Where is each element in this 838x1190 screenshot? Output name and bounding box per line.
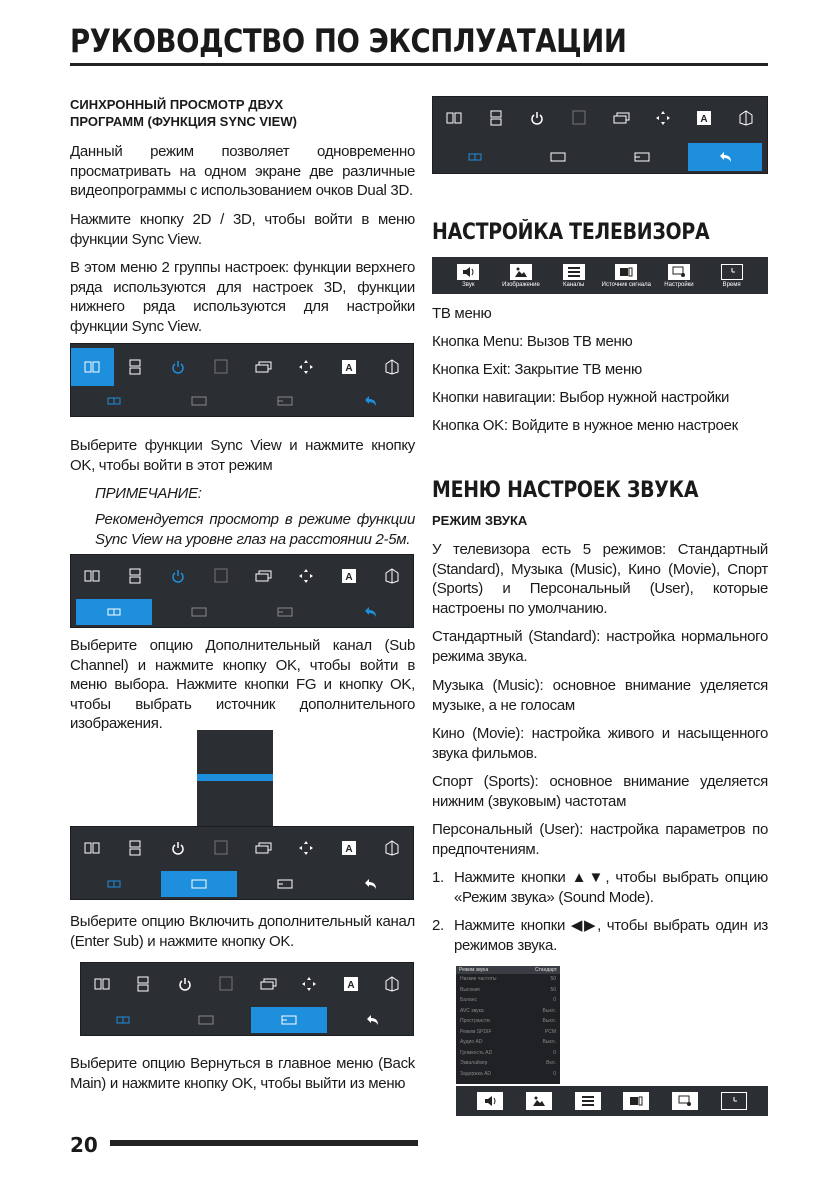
enter-sub-icon[interactable] xyxy=(242,871,328,897)
settings-icon xyxy=(672,1092,698,1110)
paragraph: Нажмите кнопку 2D / 3D, чтобы войти в меню функции Sync View. xyxy=(70,211,415,248)
top-bottom-icon[interactable] xyxy=(114,348,157,386)
heading-line: ПРОГРАММ (ФУНКЦИЯ SYNC VIEW) xyxy=(70,114,297,129)
step-text: Нажмите кнопки ◀▶, чтобы выбрать один из режимов звука. xyxy=(454,917,768,954)
sync-view-menu-3 xyxy=(70,826,414,900)
square-icon[interactable] xyxy=(199,348,242,386)
depth-icon[interactable] xyxy=(370,831,413,865)
menu-row-3d xyxy=(71,831,413,865)
menu-item-channels[interactable] xyxy=(550,257,598,294)
square-icon[interactable] xyxy=(199,831,242,865)
menu-item-settings[interactable] xyxy=(655,257,703,294)
sub-channel-icon[interactable] xyxy=(157,599,243,625)
setting-value: 0 xyxy=(553,997,556,1004)
layers-icon[interactable] xyxy=(600,101,642,135)
heading-tv-settings: НАСТРОЙКА ТЕЛЕВИЗОРА xyxy=(432,220,710,245)
menu-item-picture[interactable] xyxy=(497,257,545,294)
auto-3d-icon[interactable] xyxy=(684,101,726,135)
sound-setting-row[interactable] xyxy=(456,1058,560,1069)
menu-row-3d xyxy=(433,101,767,135)
setting-label: Пространств. xyxy=(460,1018,492,1025)
top-bottom-icon[interactable] xyxy=(123,967,165,1001)
source-icon xyxy=(615,264,637,280)
menu-row-sync xyxy=(81,1007,413,1033)
auto-3d-icon[interactable] xyxy=(328,559,371,593)
sync-view-menu-2 xyxy=(70,554,414,628)
clock-icon xyxy=(721,264,743,280)
tv-line: Кнопка Exit: Закрытие ТВ меню xyxy=(432,361,642,378)
square-icon[interactable] xyxy=(558,101,600,135)
menu-label: Время xyxy=(722,281,741,288)
step-number: 1. xyxy=(432,869,444,886)
paragraph: Выберите функции Sync View и нажмите кнопку OK, чтобы войти в этот режим xyxy=(70,437,415,474)
setting-label: Низкие частоты xyxy=(460,976,497,983)
sound-setting-row[interactable] xyxy=(456,1016,560,1027)
top-bottom-icon[interactable] xyxy=(114,831,157,865)
tv-line: ТВ меню xyxy=(432,305,492,322)
side-by-side-icon[interactable] xyxy=(71,559,114,593)
sound-setting-row[interactable] xyxy=(456,985,560,996)
menu-row-sync xyxy=(433,143,767,171)
setting-value: 50 xyxy=(550,976,556,983)
layers-icon[interactable] xyxy=(247,967,289,1001)
sync-view-icon[interactable] xyxy=(76,599,152,625)
paragraph: В этом меню 2 группы настроек: функции верхнего ряда используются для настроек 3D, функции нижнего ряда используются для настройки функции Sync View. xyxy=(70,259,415,335)
sound-setting-row[interactable] xyxy=(456,1048,560,1059)
sound-settings-rows xyxy=(456,974,560,1079)
depth-icon[interactable] xyxy=(372,967,414,1001)
power-icon[interactable] xyxy=(157,831,200,865)
footer-rule xyxy=(110,1140,418,1146)
side-by-side-icon[interactable] xyxy=(433,101,475,135)
layers-icon[interactable] xyxy=(242,559,285,593)
menu-item-time[interactable] xyxy=(708,257,756,294)
setting-label: Эквалайзер xyxy=(460,1060,488,1067)
side-by-side-icon[interactable] xyxy=(71,831,114,865)
step-1 xyxy=(432,868,768,907)
power-icon[interactable] xyxy=(164,967,206,1001)
square-icon[interactable] xyxy=(199,559,242,593)
side-by-side-icon[interactable] xyxy=(81,967,123,1001)
power-icon[interactable] xyxy=(517,101,559,135)
sync-view-icon[interactable] xyxy=(71,388,157,414)
arrows-icon[interactable] xyxy=(285,559,328,593)
source-highlight[interactable] xyxy=(197,774,273,781)
sync-view-menu-5 xyxy=(432,96,768,174)
layers-icon[interactable] xyxy=(242,831,285,865)
depth-icon[interactable] xyxy=(370,559,413,593)
tv-line: Кнопки навигации: Выбор нужной настройки xyxy=(432,389,730,406)
menu-row-sync xyxy=(71,599,413,625)
tv-main-menu-bar xyxy=(432,257,768,294)
sound-setting-row[interactable] xyxy=(456,1069,560,1080)
sync-view-icon[interactable] xyxy=(71,871,157,897)
sound-mode-row[interactable] xyxy=(456,966,560,974)
sound-settings-menu xyxy=(456,966,560,1084)
menu-row-sync xyxy=(71,388,413,414)
sync-view-menu-1 xyxy=(70,343,414,417)
menu-label: Звук xyxy=(462,281,475,288)
sound-mode-value: Стандарт xyxy=(534,967,557,973)
paragraph: Персональный (User): настройка параметров по предпочтениям. xyxy=(432,821,768,858)
sub-channel-icon[interactable] xyxy=(164,1007,247,1033)
setting-label: AVC звука xyxy=(460,1007,484,1014)
speaker-icon xyxy=(477,1092,503,1110)
svg-text:A: A xyxy=(345,363,353,374)
source-icon xyxy=(623,1092,649,1110)
menu-label: Изображение xyxy=(502,281,540,288)
svg-text:A: A xyxy=(345,572,353,583)
menu-label: Каналы xyxy=(562,281,585,288)
clock-icon xyxy=(721,1092,747,1110)
enter-sub-icon[interactable] xyxy=(242,388,328,414)
menu-row-sync xyxy=(71,871,413,897)
back-main-icon[interactable] xyxy=(330,1007,413,1033)
menu-item-time[interactable] xyxy=(710,1086,758,1116)
paragraph: У телевизора есть 5 режимов: Стандартный (Standard), Музыка (Music), Кино (Movie), Спорт (Sports) и Персональный (User), которые настроены по умолчанию. xyxy=(432,541,768,617)
setting-value: Вкл. xyxy=(546,1060,556,1067)
sub-channel-icon[interactable] xyxy=(157,388,243,414)
back-main-icon[interactable] xyxy=(328,388,414,414)
menu-row-3d xyxy=(71,559,413,593)
setting-label: Баланс xyxy=(460,997,478,1004)
sound-setting-row[interactable] xyxy=(456,1037,560,1048)
setting-value: 0 xyxy=(553,1070,556,1077)
speaker-icon xyxy=(457,264,479,280)
paragraph: Выберите опцию Вернуться в главное меню (Back Main) и нажмите кнопку OK, чтобы выйти из меню xyxy=(70,1055,415,1092)
back-main-icon[interactable] xyxy=(328,599,414,625)
enter-sub-icon[interactable] xyxy=(600,143,684,171)
depth-icon[interactable] xyxy=(370,348,413,386)
menu-row-3d xyxy=(81,967,413,1001)
list-icon xyxy=(575,1092,601,1110)
sound-setting-row[interactable] xyxy=(456,995,560,1006)
svg-text:A: A xyxy=(345,844,353,855)
enter-sub-icon[interactable] xyxy=(251,1007,327,1033)
paragraph: Выберите опцию Включить дополнительный канал (Enter Sub) и нажмите кнопку OK. xyxy=(70,913,415,950)
title-rule xyxy=(70,63,768,66)
heading-line: СИНХРОННЫЙ ПРОСМОТР ДВУХ xyxy=(70,97,284,112)
source-select-popup xyxy=(197,730,273,828)
square-icon[interactable] xyxy=(206,967,248,1001)
sync-view-menu-4 xyxy=(80,962,414,1036)
step-number: 2. xyxy=(432,917,444,934)
page-title: РУКОВОДСТВО ПО ЭКСПЛУАТАЦИИ xyxy=(70,22,627,60)
sub-channel-icon[interactable] xyxy=(161,871,237,897)
arrows-icon[interactable] xyxy=(285,831,328,865)
paragraph: Музыка (Music): основное внимание уделяется музыке, а не голосам xyxy=(432,677,768,714)
settings-icon xyxy=(668,264,690,280)
sound-mode-label: Режим звука xyxy=(459,967,489,973)
setting-value: 0 xyxy=(553,1049,556,1056)
menu-item-source[interactable] xyxy=(602,257,650,294)
arrows-icon[interactable] xyxy=(289,967,331,1001)
sync-view-icon[interactable] xyxy=(81,1007,164,1033)
picture-icon xyxy=(510,264,532,280)
picture-icon xyxy=(526,1092,552,1110)
setting-value: Выкл. xyxy=(542,1007,556,1014)
menu-label: Настройки xyxy=(664,281,694,288)
tv-line: Кнопка OK: Войдите в нужное меню настроек xyxy=(432,417,738,434)
arrows-icon[interactable] xyxy=(642,101,684,135)
note-text: Рекомендуется просмотр в режиме функции Sync View на уровне глаз на расстоянии 2-5м. xyxy=(95,511,415,548)
back-main-icon[interactable] xyxy=(328,871,414,897)
svg-text:A: A xyxy=(700,114,708,125)
step-2 xyxy=(432,916,768,955)
auto-3d-icon[interactable] xyxy=(328,348,371,386)
paragraph: Стандартный (Standard): настройка нормального режима звука. xyxy=(432,628,768,665)
enter-sub-icon[interactable] xyxy=(242,599,328,625)
menu-item-picture[interactable] xyxy=(515,1086,563,1116)
paragraph: Кино (Movie): настройка живого и насыщенного звука фильмов. xyxy=(432,725,768,762)
auto-3d-icon[interactable] xyxy=(328,831,371,865)
power-icon[interactable] xyxy=(157,348,200,386)
setting-value: Выкл. xyxy=(542,1039,556,1046)
menu-label: Источник сигнала xyxy=(601,281,651,288)
svg-text:A: A xyxy=(347,980,355,991)
step-text: Нажмите кнопки ▲▼, чтобы выбрать опцию «Режим звука» (Sound Mode). xyxy=(454,869,768,906)
list-icon xyxy=(563,264,585,280)
page-number: 20 xyxy=(70,1133,98,1157)
sound-setting-row[interactable] xyxy=(456,1006,560,1017)
heading-sound-menu: МЕНЮ НАСТРОЕК ЗВУКА xyxy=(432,478,699,503)
menu-item-source[interactable] xyxy=(612,1086,660,1116)
section-heading-sync-view xyxy=(70,96,415,130)
note-label: ПРИМЕЧАНИЕ: xyxy=(95,485,202,502)
menu-row-3d xyxy=(71,348,413,386)
auto-3d-icon[interactable] xyxy=(330,967,372,1001)
setting-label: Высокие xyxy=(460,986,481,993)
menu-item-sound[interactable] xyxy=(444,257,492,294)
setting-label: Режим SPDIF xyxy=(460,1028,492,1035)
setting-label: Аудио AD xyxy=(460,1039,483,1046)
tv-main-menu-bar-bottom xyxy=(456,1086,768,1116)
depth-icon[interactable] xyxy=(725,101,767,135)
menu-item-settings[interactable] xyxy=(661,1086,709,1116)
heading-sound-mode: РЕЖИМ ЗВУКА xyxy=(432,513,528,528)
tv-line: Кнопка Menu: Вызов ТВ меню xyxy=(432,333,633,350)
top-bottom-icon[interactable] xyxy=(475,101,517,135)
setting-label: Задержка AD xyxy=(460,1070,492,1077)
setting-value: 50 xyxy=(550,986,556,993)
sound-setting-row[interactable] xyxy=(456,974,560,985)
layers-icon[interactable] xyxy=(242,348,285,386)
paragraph: Данный режим позволяет одновременно просматривать на одном экране две различные видеопрограммы с использованием очков Dual 3D. xyxy=(70,143,415,199)
sub-channel-icon[interactable] xyxy=(517,143,601,171)
top-bottom-icon[interactable] xyxy=(114,559,157,593)
sound-setting-row[interactable] xyxy=(456,1027,560,1038)
sync-view-icon[interactable] xyxy=(433,143,517,171)
back-main-icon[interactable] xyxy=(688,143,762,171)
paragraph: Выберите опцию Дополнительный канал (Sub Channel) и нажмите кнопку OK, чтобы войти в меню выбора. Нажмите кнопки FG и кнопку OK, чтобы выбрать источник дополнительного изображения. xyxy=(70,637,415,732)
menu-item-sound[interactable] xyxy=(466,1086,514,1116)
setting-label: Громкость AD xyxy=(460,1049,493,1056)
setting-value: PCM xyxy=(544,1028,556,1035)
menu-item-channels[interactable] xyxy=(564,1086,612,1116)
side-by-side-icon[interactable] xyxy=(71,348,114,386)
setting-value: Выкл. xyxy=(542,1018,556,1025)
arrows-icon[interactable] xyxy=(285,348,328,386)
paragraph: Спорт (Sports): основное внимание уделяется нижним (звуковым) частотам xyxy=(432,773,768,810)
power-icon[interactable] xyxy=(157,559,200,593)
